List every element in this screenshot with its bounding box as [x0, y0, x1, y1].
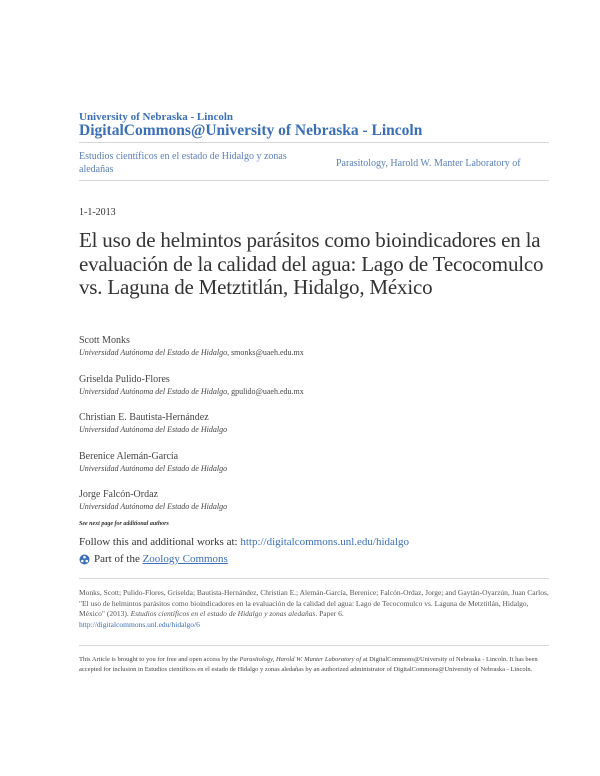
author-name: Berenice Alemán-García — [79, 451, 179, 462]
author-email[interactable]: gpulido@uaeh.edu.mx — [231, 387, 304, 396]
paper-title: El uso de helmintos parásitos como bioindicadores en la evaluación de la calidad del agua: Lago de Tecocomulco vs. Laguna de Metztitlán, Hidalgo, México — [79, 228, 544, 299]
author-affiliation: Universidad Autónoma del Estado de Hidalgo — [79, 425, 228, 434]
more-authors-note: See next page for additional authors — [79, 521, 169, 527]
author-name: Griselda Pulido-Flores — [79, 374, 170, 385]
repository-link[interactable]: DigitalCommons@University of Nebraska - Lincoln — [79, 122, 423, 139]
recommended-citation: Monks, Scott; Pulido-Flores, Griselda; Bautista-Hernández, Christian E.; Alemán-García, Berenice; Falcón-Ordaz, Jorge; and Gaytán-Oyarzún, Juan Carlos, "El uso de helmintos parásitos como bioindicadores en la evaluación de la calidad del agua: Lago de Tecocomulco vs. Laguna de Metztitlán, Hidalgo, México" (2013). Estudios científicos en el estado de Hidalgo y zonas aledañas. Paper 6. http://digitalcommons.unl.edu/hidalgo/6 — [79, 588, 549, 629]
citation-url-link[interactable]: http://digitalcommons.unl.edu/hidalgo/6 — [79, 619, 200, 629]
author-affiliation: Universidad Autónoma del Estado de Hidalgo — [79, 464, 228, 473]
author-email[interactable]: smonks@uaeh.edu.mx — [231, 348, 304, 357]
author-affiliation: Universidad Autónoma del Estado de Hidalgo, gpulido@uaeh.edu.mx — [79, 387, 304, 396]
follow-line — [79, 536, 409, 548]
part-of-line — [79, 553, 228, 565]
author-name: Jorge Falcón-Ordaz — [79, 489, 158, 500]
author-block — [79, 373, 539, 397]
author-name: Christian E. Bautista-Hernández — [79, 412, 209, 423]
access-notice: This Article is brought to you for free and open access by the Parasitology, Harold W. Manter Laboratory of at DigitalCommons@University of Nebraska - Lincoln. It has been accepted for inclusion in Estudios científicos en el estado de Hidalgo y zonas aledañas by an authorized administrator of DigitalCommons@University of Nebraska - Lincoln. — [79, 656, 538, 673]
collection-url-link[interactable]: http://digitalcommons.unl.edu/hidalgo — [240, 536, 409, 548]
author-name: Scott Monks — [79, 335, 130, 346]
author-block — [79, 334, 539, 358]
citation-divider — [79, 578, 549, 579]
notice-divider — [79, 645, 549, 646]
author-affiliation: Universidad Autónoma del Estado de Hidalgo, smonks@uaeh.edu.mx — [79, 348, 304, 357]
author-affiliation: Universidad Autónoma del Estado de Hidalgo — [79, 502, 228, 511]
institution-link[interactable]: University of Nebraska - Lincoln — [79, 111, 233, 123]
header-divider — [79, 142, 549, 143]
commons-network-icon — [79, 554, 90, 565]
zoology-commons-link[interactable]: Zoology Commons — [142, 553, 228, 565]
author-block — [79, 450, 539, 474]
series-divider — [79, 180, 549, 181]
series-link-left[interactable]: Estudios científicos en el estado de Hidalgo y zonas aledañas — [79, 151, 287, 175]
part-of-prefix: Part of the — [94, 553, 143, 565]
author-block — [79, 411, 539, 435]
series-link-right[interactable]: Parasitology, Harold W. Manter Laboratory of — [336, 158, 521, 169]
author-block — [79, 488, 539, 512]
publication-date: 1-1-2013 — [79, 207, 116, 218]
follow-prefix: Follow this and additional works at: — [79, 536, 241, 548]
